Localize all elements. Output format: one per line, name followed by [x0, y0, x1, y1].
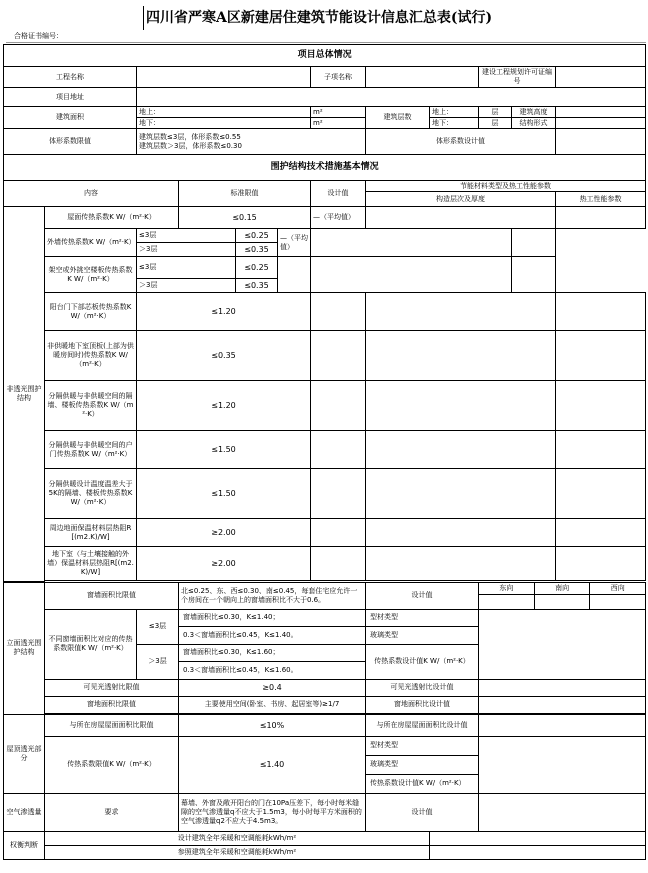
window-floor-ratio-design-label: 窗地面积比设计值 — [366, 696, 479, 713]
skylight-glass-label: 玻璃类型 — [366, 755, 478, 774]
sub-project-label: 子项名称 — [311, 67, 366, 88]
header-thermal-params: 热工性能参数 — [556, 192, 646, 207]
opaque-group-label: 非透光围护结构 — [4, 207, 45, 582]
address-label: 项目地址 — [4, 88, 137, 107]
perimeter-r-label: 周边地面保温材料层热阻R[(m2.K)/W] — [45, 519, 137, 547]
area-above-label: 地上： — [137, 107, 311, 118]
tradeoff-ref-value[interactable] — [430, 845, 646, 859]
area-below-label: 地下： — [137, 118, 311, 129]
east-value[interactable] — [479, 595, 534, 609]
window-k-limit-label: 不同窗墙面积比对应的传热系数限值K W/（m²·K） — [45, 609, 137, 679]
skylight-frame-label: 型材类型 — [370, 741, 398, 749]
partition-layers[interactable] — [366, 381, 556, 431]
shape-coef-design-value[interactable] — [556, 129, 646, 155]
skylight-area-design-value[interactable] — [479, 714, 646, 736]
door-k-limit: ≤1.50 — [137, 431, 311, 469]
wwr-design-label: 设计值 — [366, 582, 479, 609]
wwr-orientation-grid — [479, 582, 646, 609]
wall-le3-limit: ≤0.25 — [236, 229, 278, 243]
wall-k-label: 外墙传热系数K W/（m²·K） — [45, 229, 137, 257]
basement-wall-r-label: 地下室（与土壤接触的外墙）保温材料层热阻R[(m2.K)/W] — [45, 547, 137, 581]
door-k-label: 分隔供暖与非供暖空间的户门传热系数K W/（m²·K） — [45, 431, 137, 469]
section-envelope: 围护结构技术措施基本情况 — [4, 155, 646, 181]
roof-k-limit: ≤0.15 — [179, 207, 311, 229]
wall-le3-label: ≤3层 — [137, 229, 236, 243]
door-k-design[interactable] — [311, 431, 366, 469]
perimeter-thermal[interactable] — [556, 519, 646, 547]
wall-layers[interactable] — [311, 229, 512, 257]
temp-diff-layers[interactable] — [366, 469, 556, 519]
perimeter-layers[interactable] — [366, 519, 556, 547]
building-height-label: 建筑高度 — [512, 107, 556, 118]
area-unit: m² — [311, 118, 366, 129]
basement-wall-r-design[interactable] — [311, 547, 366, 581]
south-label: 南向 — [535, 583, 590, 595]
structure-type-value[interactable] — [556, 118, 646, 129]
floors-label: 建筑层数 — [366, 107, 430, 129]
vlt-design-value[interactable] — [479, 679, 646, 696]
window-gt3-b: 0.3＜窗墙面积比≤0.45，K≤1.60。 — [179, 661, 365, 679]
skylight-k-limit-value: ≤1.40 — [179, 736, 366, 793]
window-floor-ratio-value: 主要使用空间(卧室、书房、起居室等)≥1/7 — [179, 696, 366, 713]
skylight-area-limit-label: 与所在房屋屋面面积比限值 — [45, 714, 179, 736]
air-group-label: 空气渗透量 — [4, 793, 45, 831]
tradeoff-design-value[interactable] — [430, 831, 646, 845]
header-layers: 构造层次及厚度 — [366, 192, 556, 207]
window-gt3-limits — [179, 644, 366, 679]
window-le3-a: 窗墙面积比≤0.30，K≤1.40； — [183, 613, 280, 622]
cantilever-k-label: 架空或外挑空楼板传热系数K W/（m²·K） — [45, 257, 137, 293]
west-value[interactable] — [590, 595, 645, 609]
cant-gt3-limit: ≤0.35 — [236, 279, 278, 293]
skylight-area-design-label: 与所在房屋屋面面积比设计值 — [366, 714, 479, 736]
wall-gt3-label: ＞3层 — [137, 243, 236, 257]
basement-roof-k-limit: ≤0.35 — [137, 331, 311, 381]
cantilever-thermal[interactable] — [512, 257, 556, 293]
header-content: 内容 — [4, 181, 179, 207]
address-value[interactable] — [137, 88, 646, 107]
section-project-overview: 项目总体情况 — [4, 45, 646, 67]
vlt-limit-value: ≥0.4 — [179, 679, 366, 696]
balcony-k-limit: ≤1.20 — [137, 293, 311, 331]
temp-diff-k-design[interactable] — [311, 469, 366, 519]
window-k-design-values[interactable] — [479, 609, 646, 679]
west-label: 西向 — [590, 583, 645, 595]
cantilever-layers[interactable] — [311, 257, 512, 293]
south-value[interactable] — [535, 595, 590, 609]
wwr-limit-label: 窗墙面积比限值 — [45, 582, 179, 609]
door-thermal[interactable] — [556, 431, 646, 469]
tradeoff-design-label: 设计建筑全年采暖和空调能耗kWh/m² — [45, 831, 430, 845]
project-name-label: 工程名称 — [4, 67, 137, 88]
air-design-label: 设计值 — [366, 793, 479, 831]
floors-unit: 层 — [479, 118, 512, 129]
window-gt3-a: 窗墙面积比≤0.30，K≤1.60； — [183, 648, 280, 657]
floors-below-label: 地下： — [430, 118, 479, 129]
shape-coef-design-label: 体形系数设计值 — [366, 129, 556, 155]
temp-diff-k-limit: ≤1.50 — [137, 469, 311, 519]
certificate-label: 合格证书编号： — [14, 32, 63, 40]
vlt-design-label: 可见光透射比设计值 — [366, 679, 479, 696]
cant-le3-limit: ≤0.25 — [236, 257, 278, 279]
basement-roof-layers[interactable] — [366, 331, 556, 381]
perimeter-r-design[interactable] — [311, 519, 366, 547]
floors-unit: 层 — [479, 107, 512, 118]
certificate-row — [6, 31, 646, 43]
window-le3-label: ≤3层 — [137, 609, 179, 644]
header-standard-limit: 标准限值 — [179, 181, 311, 207]
shape-coef-limit-value — [137, 129, 366, 155]
basement-roof-k-design[interactable] — [311, 331, 366, 381]
window-floor-ratio-label: 窗地面积比限值 — [45, 696, 179, 713]
cantilever-k-design[interactable] — [278, 257, 311, 293]
building-height-value[interactable] — [556, 107, 646, 118]
permit-no-label: 建设工程规划许可证编号 — [479, 67, 556, 88]
balcony-k-design[interactable] — [311, 293, 366, 331]
roof-k-design[interactable]: —（平均值） — [311, 207, 366, 229]
skylight-k-limit-label: 传热系数限值K W/（m²·K） — [45, 736, 179, 793]
air-requirement-text: 幕墙、外窗及敞开阳台的门在10Pa压差下，每小时每米缝隙的空气渗透量q不应大于1.5m3，每小时每平方米面积的空气渗透量q2不应大于4.5m3。 — [179, 793, 366, 831]
cant-le3-label: ≤3层 — [137, 257, 236, 279]
shape-coef-line-2: 建筑层数＞3层，体形系数≤0.30 — [139, 141, 242, 150]
wall-gt3-limit: ≤0.35 — [236, 243, 278, 257]
cant-gt3-label: ＞3层 — [137, 279, 236, 293]
air-design-value[interactable] — [479, 793, 646, 831]
tradeoff-ref-label: 参照建筑全年采暖和空调能耗kWh/m² — [45, 845, 430, 859]
basement-wall-r-limit: ≥2.00 — [137, 547, 311, 581]
skylight-type-labels — [366, 736, 479, 793]
partition-k-label: 分隔供暖与非供暖空间的隔墙、楼板传热系数K W/（m²·K） — [45, 381, 137, 431]
form-title: 四川省严寒A区新建居住建筑节能设计信息汇总表(试行) — [143, 6, 504, 30]
structure-type-label: 结构形式 — [512, 118, 556, 129]
partition-thermal[interactable] — [556, 381, 646, 431]
design-info-table — [3, 44, 646, 860]
skylight-group-label: 屋顶透光部分 — [4, 714, 45, 793]
roof-layers[interactable] — [366, 207, 556, 229]
window-le3-limits — [179, 609, 366, 644]
header-design-value: 设计值 — [311, 181, 366, 207]
floors-above-label: 地上： — [430, 107, 479, 118]
shape-coef-limit-label: 体形系数限值 — [4, 129, 137, 155]
roof-thermal[interactable] — [556, 207, 646, 229]
permit-no-value[interactable] — [556, 67, 646, 88]
transparent-group-label: 立面透光围护结构 — [4, 582, 45, 714]
wall-k-design[interactable]: —（平均值） — [278, 229, 311, 257]
east-label: 东向 — [479, 583, 534, 595]
balcony-thermal[interactable] — [556, 293, 646, 331]
roof-k-label: 屋面传热系数K W/（m²·K） — [45, 207, 179, 229]
partition-k-limit: ≤1.20 — [137, 381, 311, 431]
area-unit: m² — [311, 107, 366, 118]
window-type-labels — [366, 609, 479, 644]
window-k-design-label: 传热系数设计值K W/（m²·K） — [366, 644, 479, 679]
wwr-limit-text: 北≤0.25、东、西≤0.30、南≤0.45，每套住宅应允许一个房间在一个朝向上的窗墙面积比不大于0.6。 — [179, 582, 366, 609]
balcony-k-label: 阳台门下部芯板传热系数K W/（m²·K） — [45, 293, 137, 331]
skylight-k-design-label: 传热系数设计值K W/（m²·K） — [366, 774, 478, 793]
window-gt3-label: ＞3层 — [137, 644, 179, 679]
skylight-area-limit-value: ≤10% — [179, 714, 366, 736]
window-floor-ratio-design-value[interactable] — [479, 696, 646, 713]
balcony-layers[interactable] — [366, 293, 556, 331]
sub-project-value[interactable] — [366, 67, 479, 88]
project-name-value[interactable] — [137, 67, 311, 88]
floor-area-label: 建筑面积 — [4, 107, 137, 129]
basement-wall-layers[interactable] — [366, 547, 556, 581]
basement-wall-thermal[interactable] — [556, 547, 646, 581]
basement-roof-k-label: 非供暖地下室顶板(上部为供暖房间时)传热系数K W/（m²·K） — [45, 331, 137, 381]
tradeoff-group-label: 权衡判断 — [4, 831, 45, 859]
wall-thermal[interactable] — [512, 229, 556, 257]
shape-coef-line-1: 建筑层数≤3层，体形系数≤0.55 — [139, 132, 241, 141]
perimeter-r-limit: ≥2.00 — [137, 519, 311, 547]
temp-diff-thermal[interactable] — [556, 469, 646, 519]
glass-type-label: 玻璃类型 — [366, 626, 478, 644]
door-layers[interactable] — [366, 431, 556, 469]
air-requirement-label: 要求 — [45, 793, 179, 831]
frame-type-label: 型材类型 — [370, 613, 398, 622]
vlt-limit-label: 可见光透射比限值 — [45, 679, 179, 696]
skylight-k-design-values[interactable] — [479, 736, 646, 793]
temp-diff-k-label: 分隔供暖设计温度温差大于5K的隔墙、楼板传热系数K W/（m²·K） — [45, 469, 137, 519]
basement-roof-thermal[interactable] — [556, 331, 646, 381]
header-materials: 节能材料类型及热工性能参数 — [366, 181, 646, 192]
window-le3-b: 0.3＜窗墙面积比≤0.45，K≤1.40。 — [179, 626, 365, 644]
partition-k-design[interactable] — [311, 381, 366, 431]
